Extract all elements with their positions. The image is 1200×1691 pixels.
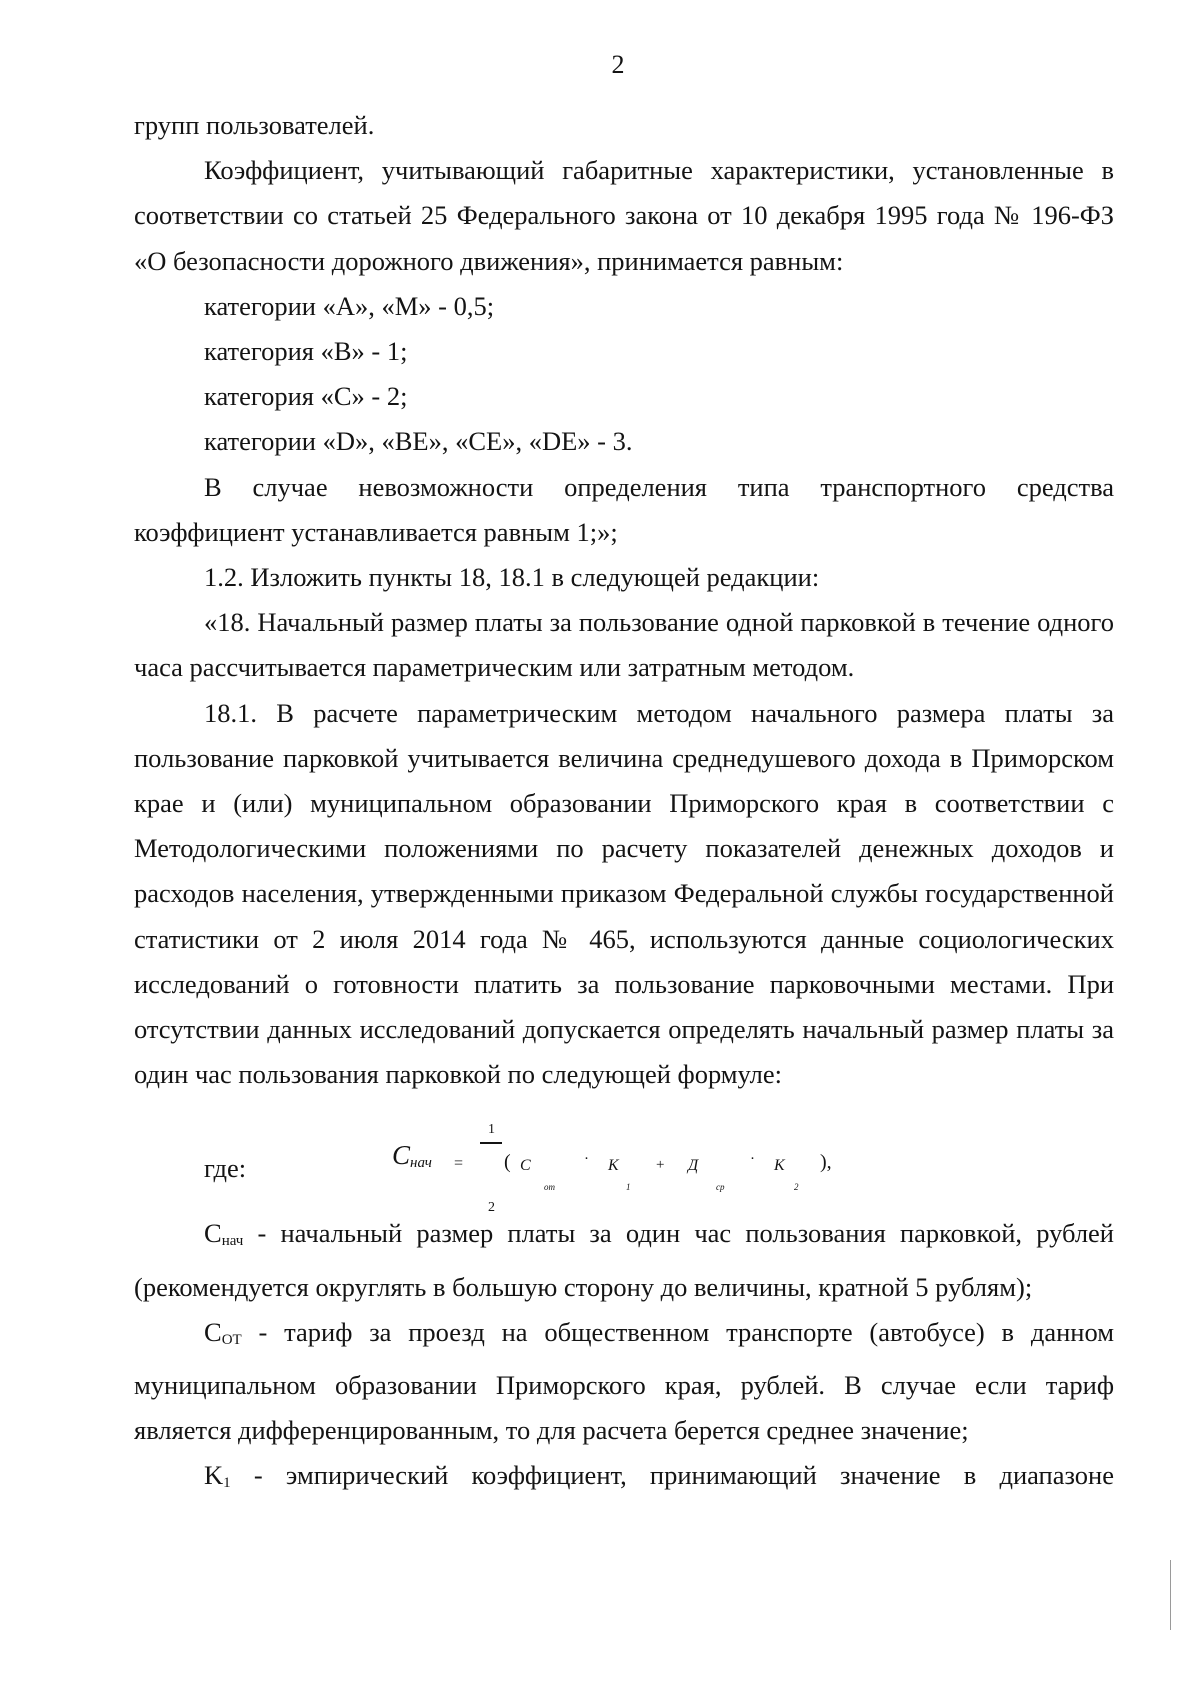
formula-block: [134, 1101, 1114, 1216]
formula-term-k2: K: [774, 1157, 785, 1175]
list-item-category-c: категория «С» - 2;: [204, 381, 408, 412]
definition-c-nach-symbol: С: [204, 1218, 222, 1249]
definition-c-ot-subscript: ОТ: [221, 1331, 242, 1348]
paragraph-undefined-vehicle: В случае невозможности определения типа транспортного средства коэффициент устанавливается равным 1;»;: [134, 471, 1114, 547]
scan-margin-line: [1170, 1560, 1171, 1630]
document-body: [134, 103, 1114, 1507]
paragraph-continuation: групп пользователей.: [134, 110, 375, 140]
price-formula: [392, 1101, 912, 1216]
definition-k1-symbol: K: [204, 1460, 224, 1491]
formula-times-1: ·: [584, 1151, 589, 1168]
definition-c-ot-text: - тариф за проезд на общественном транспорте (автобусе) в данном муниципальном образовании Приморского края, рублей. В случае если тариф является дифференцированным, то для расчета берется среднее значение;: [134, 1316, 1114, 1446]
formula-term-d-subscript: ср: [716, 1182, 725, 1193]
formula-lhs-subscript: нач: [410, 1155, 432, 1172]
formula-numerator: 1: [488, 1122, 495, 1138]
definition-k1: [134, 1453, 1114, 1506]
formula-lhs-symbol: C: [392, 1140, 411, 1171]
definition-c-nach: [134, 1211, 1114, 1309]
formula-term-c-subscript: от: [544, 1182, 555, 1193]
paragraph-size-coefficient: Коэффициент, учитывающий габаритные характеристики, установленные в соответствии со статьей 25 Федерального закона от 10 декабря 1995 года № 196-ФЗ «О безопасности дорожного движения», принимается равным:: [134, 155, 1114, 276]
formula-close-paren: ),: [820, 1151, 832, 1174]
formula-term-c: C: [520, 1157, 531, 1175]
formula-equals: =: [454, 1155, 464, 1173]
formula-term-k2-subscript: 2: [794, 1182, 799, 1193]
list-item-category-d-be-ce-de: категории «D», «ВЕ», «СЕ», «DЕ» - 3.: [204, 426, 633, 457]
definition-k1-text: - эмпирический коэффициент, принимающий значение в диапазоне: [230, 1460, 1114, 1491]
definition-c-nach-subscript: нач: [221, 1233, 244, 1250]
list-item-category-a-m: категории «А», «М» - 0,5;: [204, 290, 495, 321]
definition-c-nach-text: - начальный размер платы за один час пользования парковкой, рублей (рекомендуется округлять в большую сторону до величины, кратной 5 рублям);: [134, 1218, 1114, 1302]
paragraph-amendment-1-2: 1.2. Изложить пункты 18, 18.1 в следующей редакции:: [204, 562, 820, 593]
definition-k1-subscript: 1: [223, 1475, 231, 1492]
formula-plus: +: [656, 1157, 665, 1174]
formula-fraction-bar: [480, 1142, 502, 1144]
formula-times-2: ·: [750, 1151, 755, 1168]
page-number: 2: [611, 50, 625, 79]
definition-c-ot: [134, 1310, 1114, 1454]
formula-term-k1-subscript: 1: [626, 1182, 631, 1193]
formula-open-paren: (: [504, 1151, 511, 1174]
paragraph-clause-18: «18. Начальный размер платы за пользование одной парковкой в течение одного часа рассчитывается параметрическим или затратным методом.: [134, 607, 1114, 683]
formula-term-k1: K: [608, 1157, 619, 1175]
list-item-category-b: категория «В» - 1;: [204, 336, 408, 367]
formula-lhs: [392, 1133, 432, 1186]
formula-denominator: 2: [488, 1200, 495, 1216]
formula-term-d: Д: [688, 1157, 699, 1175]
where-label: где:: [204, 1153, 247, 1184]
definition-c-ot-symbol: С: [204, 1316, 222, 1347]
paragraph-clause-18-1: 18.1. В расчете параметрическим методом начального размера платы за пользование парковкой учитывается величина среднедушевого дохода в Приморском крае и (или) муниципальном образовании Приморского края в соответствии с Методологическими положениями по расчету показателей денежных доходов и расходов населения, утвержденными приказом Федеральной службы государственной статистики от 2 июля 2014 года № 465, используются данные социологических исследований о готовности платить за пользование парковочными местами. При отсутствии данных исследований допускается определять начальный размер платы за один час пользования парковкой по следующей формуле:: [134, 697, 1114, 1090]
